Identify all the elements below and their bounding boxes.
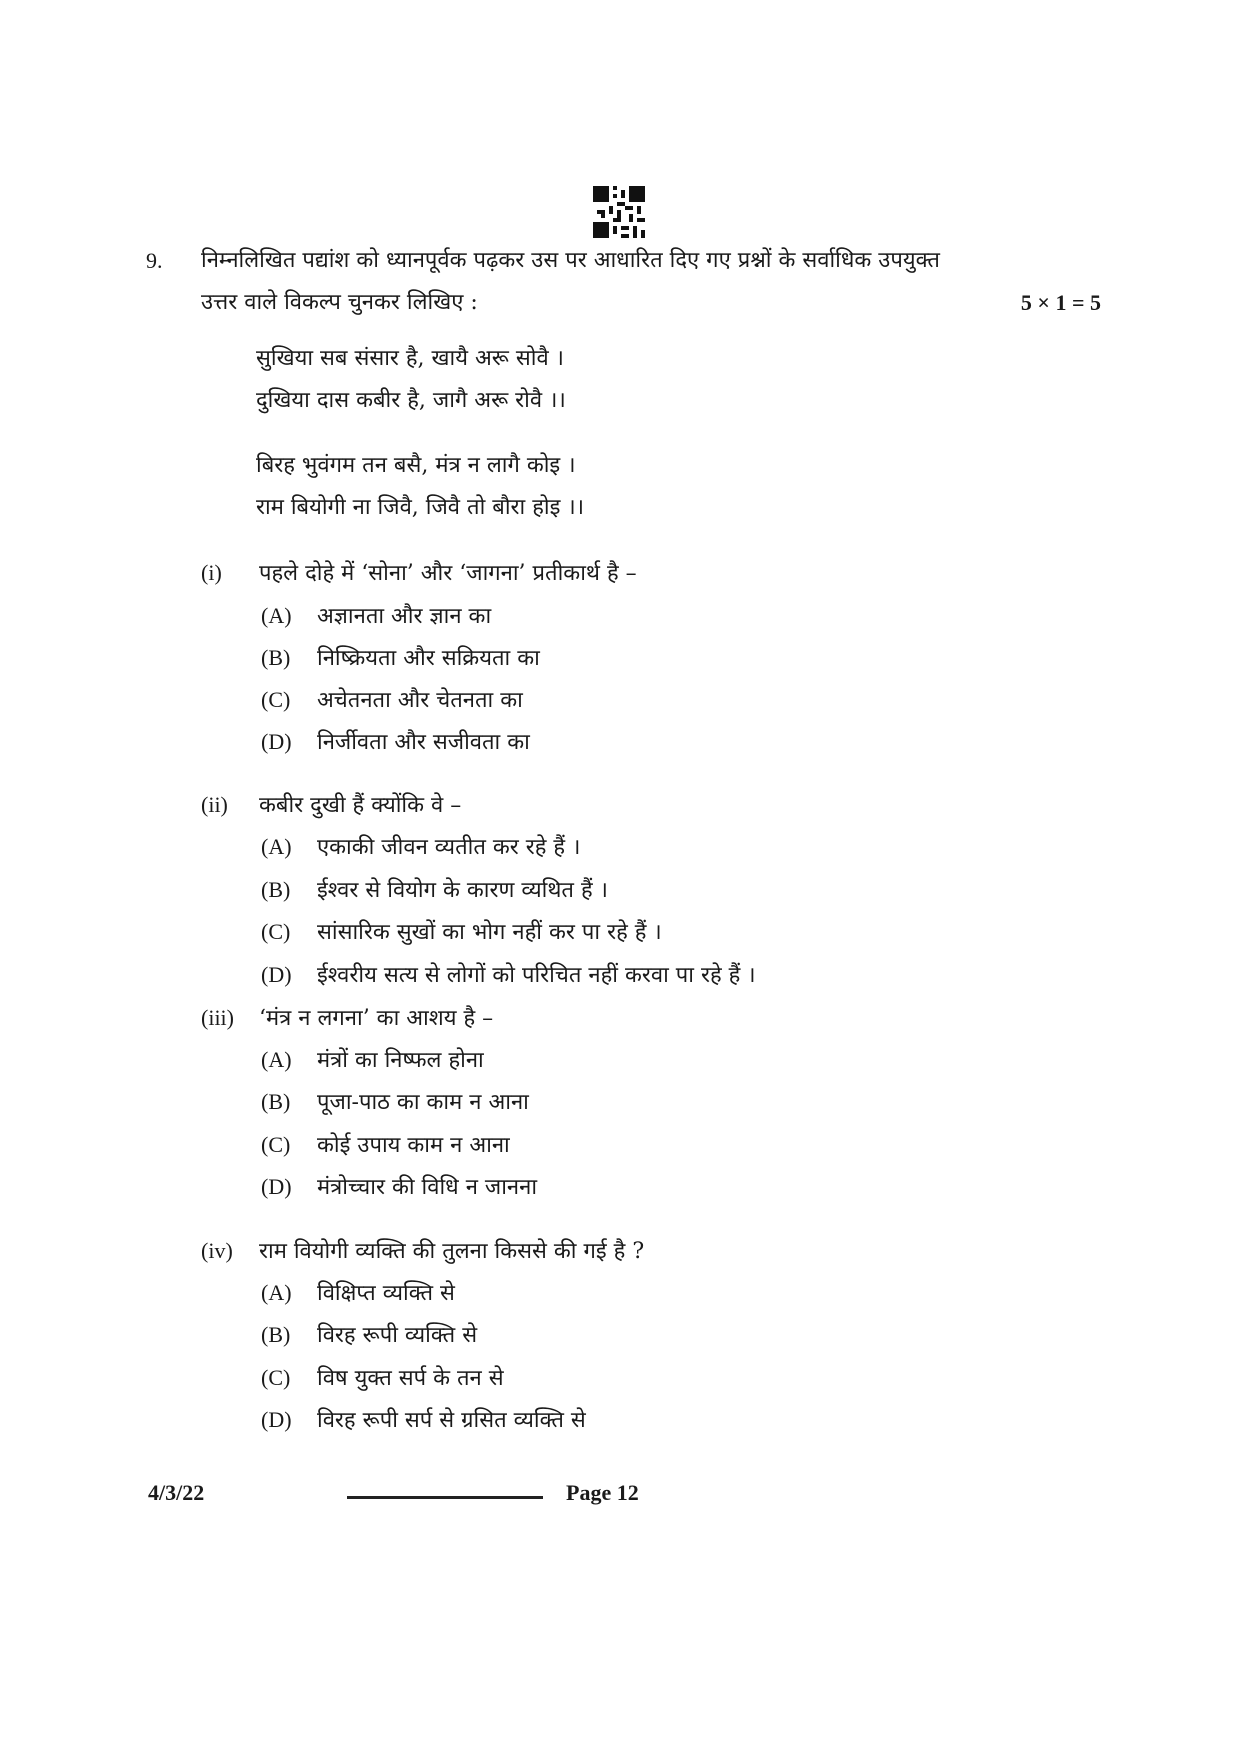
option-text: निर्जीवता और सजीवता का: [317, 730, 530, 755]
option-text: विरह रूपी सर्प से ग्रसित व्यक्ति से: [317, 1408, 586, 1433]
option-item: [261, 1314, 477, 1357]
option-label: (A): [261, 834, 292, 859]
subquestion-text: ‘मंत्र न लगना’ का आशय है –: [259, 1006, 494, 1031]
option-item: [261, 826, 580, 869]
option-label: (B): [261, 1089, 291, 1114]
option-text: ईश्वरीय सत्य से लोगों को परिचित नहीं करवा पा रहे हैं ।: [317, 963, 756, 988]
option-text: विक्षिप्त व्यक्ति से: [317, 1281, 455, 1306]
option-label: (A): [261, 603, 292, 628]
marks-allocation: 5 × 1 = 5: [1020, 290, 1101, 315]
subquestion-iv: [201, 1230, 644, 1273]
question-instruction-line1: निम्नलिखित पद्यांश को ध्यानपूर्वक पढ़कर उस पर आधारित दिए गए प्रश्नों के सर्वाधिक उपयुक्त: [201, 248, 940, 273]
verse-line: राम बियोगी ना जिवै, जिवै तो बौरा होइ ।।: [256, 495, 585, 520]
option-text: निष्क्रियता और सक्रियता का: [317, 646, 540, 671]
question-instruction-line2: उत्तर वाले विकल्प चुनकर लिखिए :: [201, 290, 478, 315]
option-text: विरह रूपी व्यक्ति से: [317, 1323, 478, 1348]
option-item: [261, 721, 530, 764]
option-item: [261, 637, 540, 680]
subquestion-text: कबीर दुखी हैं क्योंकि वे –: [259, 793, 462, 818]
option-item: [261, 1272, 455, 1315]
option-item: [261, 679, 523, 722]
option-item: [261, 1357, 504, 1400]
option-text: पूजा-पाठ का काम न आना: [317, 1090, 529, 1115]
option-label: (B): [261, 645, 291, 670]
option-item: [261, 595, 491, 638]
option-label: (D): [261, 1174, 292, 1199]
option-item: [261, 911, 662, 954]
option-item: [261, 1039, 484, 1082]
footer-divider: [347, 1496, 543, 1499]
subquestion-text: राम वियोगी व्यक्ति की तुलना किससे की गई है ?: [259, 1239, 645, 1264]
question-number: 9.: [146, 248, 163, 273]
verse-line: बिरह भुवंगम तन बसै, मंत्र न लागै कोइ ।: [256, 453, 576, 478]
option-label: (C): [261, 919, 291, 944]
subquestion-iii: [201, 997, 493, 1040]
subquestion-number: (ii): [201, 792, 228, 817]
option-item: [261, 869, 608, 912]
option-label: (C): [261, 687, 291, 712]
subquestion-number: (i): [201, 560, 222, 585]
option-item: [261, 1124, 510, 1167]
option-text: ईश्वर से वियोग के कारण व्यथित हैं ।: [317, 878, 608, 903]
option-label: (D): [261, 962, 292, 987]
verse-line: दुखिया दास कबीर है, जागै अरू रोवै ।।: [256, 388, 566, 413]
option-item: [261, 954, 756, 997]
subquestion-i: [201, 552, 637, 595]
option-label: (D): [261, 729, 292, 754]
option-label: (C): [261, 1365, 291, 1390]
option-label: (D): [261, 1407, 292, 1432]
option-item: [261, 1399, 586, 1442]
option-item: [261, 1081, 529, 1124]
paper-code: 4/3/22: [148, 1480, 205, 1505]
option-text: मंत्रों का निष्फल होना: [317, 1048, 484, 1073]
option-label: (A): [261, 1047, 292, 1072]
option-text: सांसारिक सुखों का भोग नहीं कर पा रहे हैं ।: [317, 920, 662, 945]
option-text: मंत्रोच्चार की विधि न जानना: [317, 1175, 538, 1200]
option-text: कोई उपाय काम न आना: [317, 1133, 510, 1158]
option-label: (A): [261, 1280, 292, 1305]
option-label: (B): [261, 1322, 291, 1347]
subquestion-number: (iv): [201, 1238, 233, 1263]
option-label: (C): [261, 1132, 291, 1157]
verse-line: सुखिया सब संसार है, खायै अरू सोवै ।: [256, 346, 565, 371]
option-text: विष युक्त सर्प के तन से: [317, 1366, 504, 1391]
option-label: (B): [261, 877, 291, 902]
subquestion-number: (iii): [201, 1005, 234, 1030]
subquestion-ii: [201, 784, 461, 827]
page-number: Page 12: [566, 1480, 639, 1505]
subquestion-text: पहले दोहे में ‘सोना’ और ‘जागना’ प्रतीकार्थ है –: [259, 561, 637, 586]
option-text: अज्ञानता और ज्ञान का: [317, 604, 492, 629]
option-text: एकाकी जीवन व्यतीत कर रहे हैं ।: [317, 835, 581, 860]
option-text: अचेतनता और चेतनता का: [317, 688, 523, 713]
qr-code-icon: [593, 186, 645, 238]
option-item: [261, 1166, 537, 1209]
